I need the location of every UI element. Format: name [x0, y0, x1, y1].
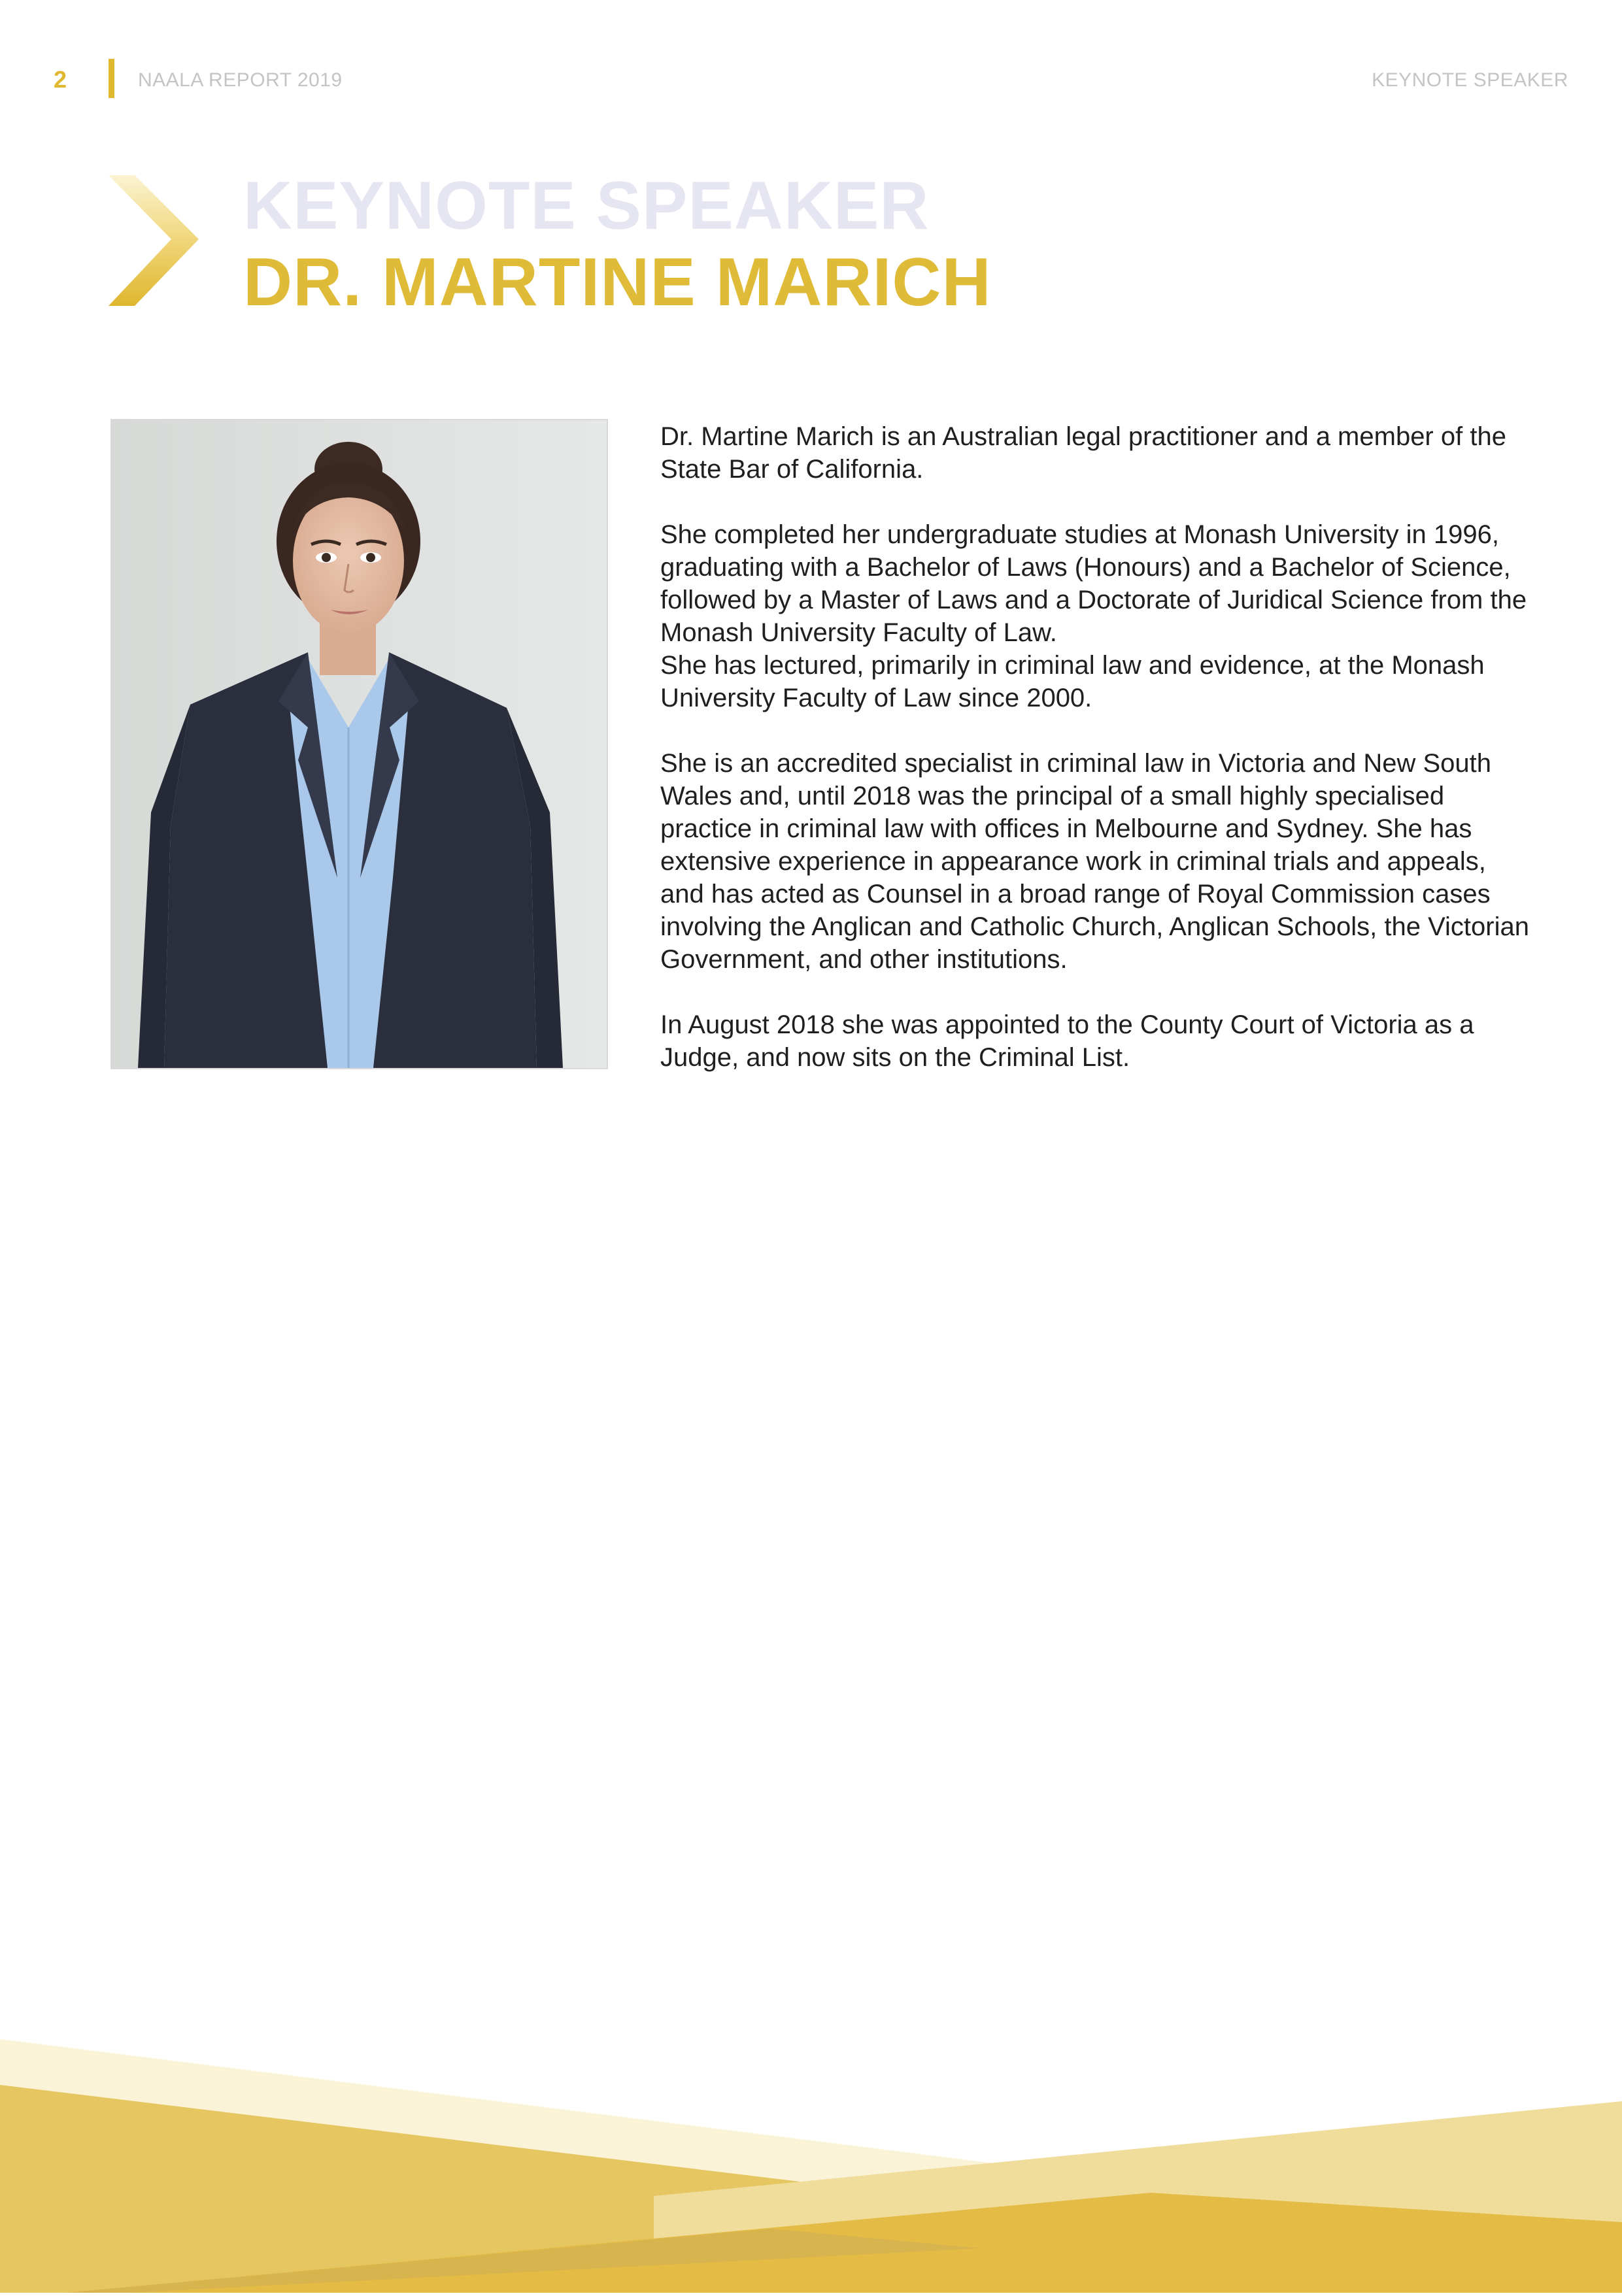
section-title: KEYNOTE SPEAKER — [1372, 69, 1568, 91]
chevron-right-icon — [109, 175, 200, 306]
bio-paragraph: She is an accredited specialist in criminal law in Victoria and New South Wales and, until 2018 was the principal of a small highly specialised practice in criminal law with offices in Melbourne and Sydney. She has extensive experience in appearance work in criminal trials and appeals, and has acted as Counsel in a broad range of Royal Commission cases involving the Anglican and Catholic Church, Anglican Schools, the Victorian Government, and other institutions. — [660, 749, 1529, 974]
footer-decoration — [0, 2026, 1622, 2293]
speaker-bio — [660, 420, 1530, 1106]
speaker-name-heading: DR. MARTINE MARICH — [243, 244, 992, 320]
bio-paragraph: She has lectured, primarily in criminal law and evidence, at the Monash University Faculty of Law since 2000. — [660, 651, 1485, 712]
report-title: NAALA REPORT 2019 — [138, 69, 343, 91]
bio-paragraph: Dr. Martine Marich is an Australian legal practitioner and a member of the State Bar of California. — [660, 422, 1506, 484]
header-divider — [109, 59, 114, 98]
heading-kicker: KEYNOTE SPEAKER — [243, 168, 930, 244]
speaker-portrait — [112, 420, 607, 1068]
bio-paragraph: She completed her undergraduate studies at Monash University in 1996, graduating with a Bachelor of Laws (Honours) and a Bachelor of Science, followed by a Master of Laws and a Doctorate of Juridical Science from the Monash University Faculty of Law. — [660, 520, 1527, 647]
page-number: 2 — [54, 66, 67, 93]
bio-paragraph: In August 2018 she was appointed to the County Court of Victoria as a Judge, and now sits on the Criminal List. — [660, 1010, 1474, 1072]
